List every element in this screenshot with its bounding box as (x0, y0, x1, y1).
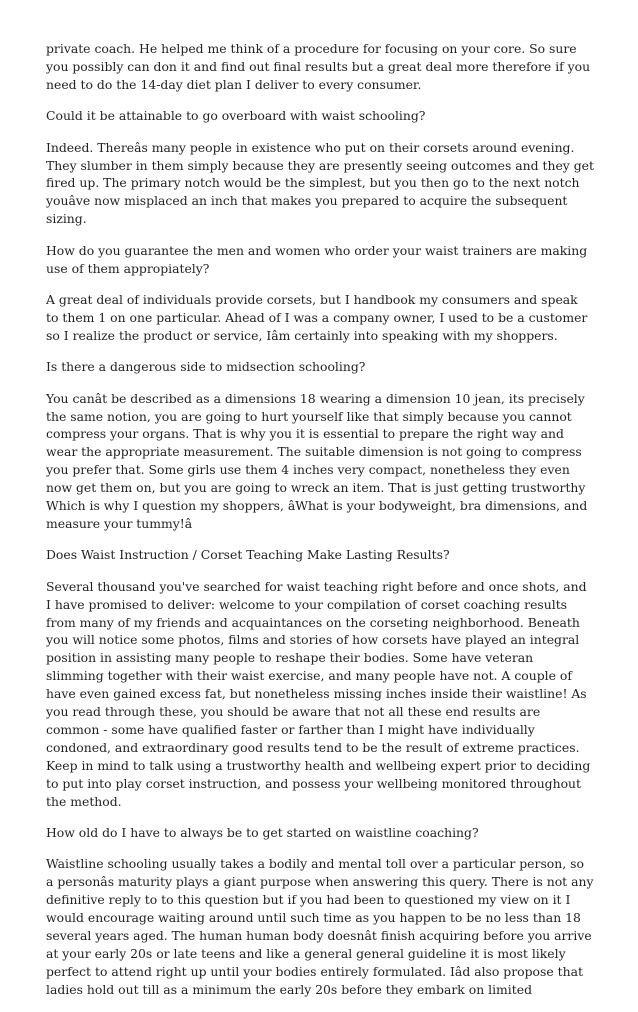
body-paragraph: A great deal of individuals provide corsets, but I handbook my consumers and speak to them 1 on one particular. Ahead of I was a company owner, I used to be a customer so I realize the product or service, Iâm certainly into speaking with my shoppers. (46, 291, 588, 343)
question-heading: How do you guarantee the men and women who order your waist trainers are making use of them appropiately? (46, 242, 588, 276)
body-paragraph: Several thousand you've searched for waist teaching right before and once shots, and I have promised to deliver: welcome to your compilation of corset coaching results from many of my friends and acquaintances on the corseting neighborhood. Beneath you will notice some photos, films and stories of how corsets have played an integral position in assisting many people to reshape their bodies. Some have veteran slimming together with their waist exercise, and many people have not. A couple of have even gained excess fat, but nonetheless missing inches inside their waistline! As you read through these, you should be aware that not all these end results are common - some have qualified faster or farther than I might have individually condoned, and extraordinary good results tend to be the result of extreme practices. Keep in mind to talk using a trustworthy health and wellbeing expert prior to deciding to put into play corset instruction, and possess your wellbeing monitored throughout the method. (46, 578, 591, 809)
question-heading: How old do I have to always be to get started on waistline coaching? (46, 825, 479, 841)
question-heading: Does Waist Instruction / Corset Teaching Make Lasting Results? (46, 547, 450, 563)
body-paragraph: You canât be described as a dimensions 18 wearing a dimension 10 jean, its precisely the same notion, you are going to hurt yourself like that simply because you cannot compress your organs. That is why you it is essential to prepare the right way and wear the appropriate measurement. The suitable dimension is not going to compress you prefer that. Some girls use them 4 inches very compact, nonetheless they even now get them on, but you are going to wreck an item. That is just getting trustworthy Which is why I question my shoppers, âWhat is your bodyweight, bra dimensions, and measure your tummy!â (46, 390, 588, 531)
question-heading: Could it be attainable to go overboard with waist schooling? (46, 108, 426, 124)
document-page (46, 40, 594, 1012)
body-paragraph: Indeed. Thereâs many people in existence who put on their corsets around evening. They slumber in them simply because they are presently seeing outcomes and they get fired up. The primary notch would be the simplest, but you then go to the next notch youâve now misplaced an inch that makes you prepared to acquire the subsequent sizing. (46, 139, 594, 227)
question-heading: Is there a dangerous side to midsection schooling? (46, 359, 366, 375)
body-paragraph: Waistline schooling usually takes a bodily and mental toll over a particular person, so a personâs maturity plays a giant purpose when answering this query. There is not any definitive reply to to this question but if you had been to questioned my view on it I would encourage waiting around until such time as you happen to be no less than 18 several years aged. The human human body doesnât finish acquiring before you arrive at your early 20s or late teens and like a general general guideline it is most likely perfect to attend right up until your bodies entirely formulated. Iâd also propose that ladies hold out till as a minimum the early 20s before they embark on limited (46, 856, 594, 997)
body-paragraph: private coach. He helped me think of a procedure for focusing on your core. So sure you possibly can don it and find out final results but a great deal more therefore if you need to do the 14-day diet plan I deliver to every consumer. (46, 41, 591, 92)
